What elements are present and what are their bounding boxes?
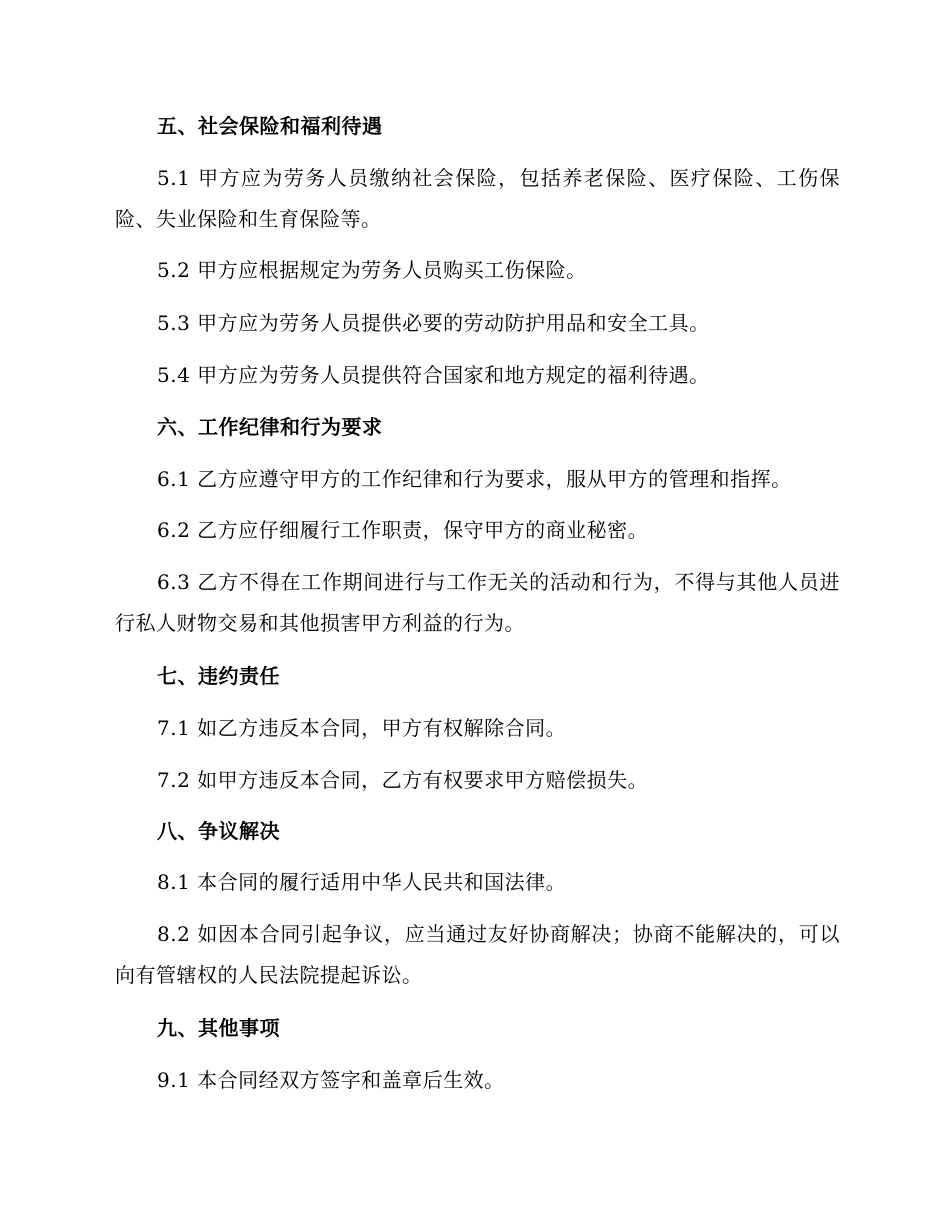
clause-paragraph: 8.2 如因本合同引起争议，应当通过友好协商解决；协商不能解决的，可以向有管辖权的人民法院提起诉讼。 bbox=[115, 922, 840, 987]
clause-paragraph: 6.1 乙方应遵守甲方的工作纪律和行为要求，服从甲方的管理和指挥。 bbox=[157, 467, 792, 491]
clause-paragraph: 6.3 乙方不得在工作期间进行与工作无关的活动和行为，不得与其他人员进行私人财物交易和其他损害甲方利益的行为。 bbox=[115, 570, 840, 635]
clause-paragraph: 6.2 乙方应仔细履行工作职责，保守甲方的商业秘密。 bbox=[157, 518, 649, 542]
clause-paragraph: 5.2 甲方应根据规定为劳务人员购买工伤保险。 bbox=[157, 258, 587, 282]
section-heading: 五、社会保险和福利待遇 bbox=[157, 114, 383, 138]
clause-paragraph: 8.1 本合同的履行适用中华人民共和国法律。 bbox=[157, 870, 567, 894]
section-heading: 六、工作纪律和行为要求 bbox=[157, 415, 383, 439]
clause-paragraph: 5.3 甲方应为劳务人员提供必要的劳动防护用品和安全工具。 bbox=[157, 311, 710, 335]
section-heading: 八、争议解决 bbox=[157, 819, 280, 843]
clause-paragraph: 5.4 甲方应为劳务人员提供符合国家和地方规定的福利待遇。 bbox=[157, 363, 710, 387]
section-heading: 九、其他事项 bbox=[157, 1016, 280, 1040]
clause-paragraph: 5.1 甲方应为劳务人员缴纳社会保险，包括养老保险、医疗保险、工伤保险、失业保险和生育保险等。 bbox=[115, 166, 840, 231]
section-heading: 七、违约责任 bbox=[157, 664, 280, 688]
clause-paragraph: 9.1 本合同经双方签字和盖章后生效。 bbox=[157, 1068, 505, 1092]
clause-paragraph: 7.2 如甲方违反本合同，乙方有权要求甲方赔偿损失。 bbox=[157, 768, 649, 792]
clause-paragraph: 7.1 如乙方违反本合同，甲方有权解除合同。 bbox=[157, 716, 567, 740]
